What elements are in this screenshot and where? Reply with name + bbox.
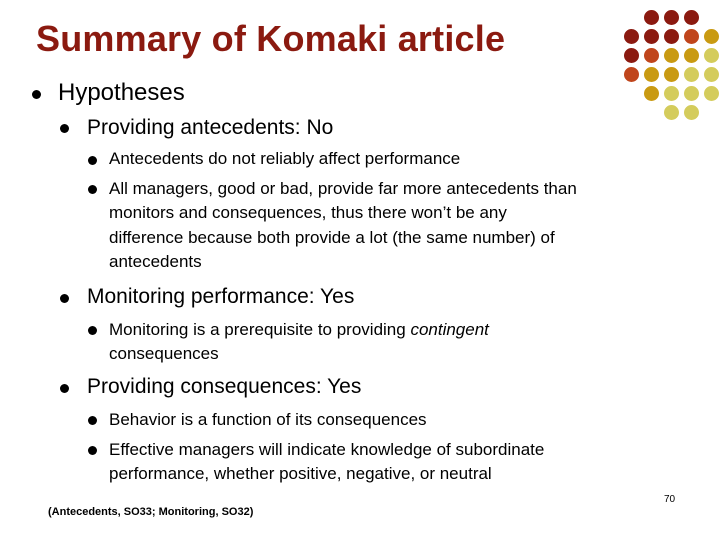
decor-dot <box>664 67 679 82</box>
emphasis-text: contingent <box>410 320 489 339</box>
decor-dot <box>664 29 679 44</box>
bullet-icon <box>88 446 97 455</box>
decor-dot <box>684 48 699 63</box>
bullet-icon <box>88 416 97 425</box>
section-heading-monitoring: Monitoring performance: Yes <box>87 285 355 308</box>
bullet-icon <box>88 185 97 194</box>
list-item: Behavior is a function of its consequences <box>109 410 427 429</box>
decor-dot <box>624 48 639 63</box>
list-item-continuation: antecedents <box>109 252 202 271</box>
bullet-icon <box>88 326 97 335</box>
bullet-icon <box>60 294 69 303</box>
bullet-icon <box>60 384 69 393</box>
decor-dot <box>664 86 679 101</box>
list-item-continuation: difference because both provide a lot (the same number) of <box>109 228 555 247</box>
bullet-icon <box>32 90 41 99</box>
list-item-continuation: performance, whether positive, negative, or neutral <box>109 464 492 483</box>
decor-dot <box>664 105 679 120</box>
section-heading-antecedents: Providing antecedents: No <box>87 116 334 139</box>
decor-dot <box>644 10 659 25</box>
decor-dot <box>704 86 719 101</box>
decor-dot <box>684 10 699 25</box>
list-item: Effective managers will indicate knowledge of subordinate <box>109 440 545 459</box>
decor-dot <box>624 29 639 44</box>
page-number: 70 <box>664 494 676 505</box>
list-item-continuation: monitors and consequences, thus there won’t be any <box>109 203 507 222</box>
hypotheses-heading: Hypotheses <box>58 79 185 106</box>
decor-dot <box>664 10 679 25</box>
decor-dot <box>664 48 679 63</box>
decor-dot <box>684 86 699 101</box>
decor-dot <box>704 29 719 44</box>
footnote: (Antecedents, SO33; Monitoring, SO32) <box>48 506 254 518</box>
bullet-icon <box>88 156 97 165</box>
list-item-text: Monitoring is a prerequisite to providing <box>109 320 411 339</box>
decor-dot <box>624 67 639 82</box>
decor-dot <box>644 29 659 44</box>
list-item <box>109 318 489 343</box>
decor-dot <box>704 67 719 82</box>
decor-dot <box>684 67 699 82</box>
list-item: Antecedents do not reliably affect performance <box>109 149 461 168</box>
decor-dot <box>644 67 659 82</box>
decor-dot <box>704 48 719 63</box>
list-item: All managers, good or bad, provide far more antecedents than <box>109 179 577 198</box>
decor-dot <box>684 105 699 120</box>
bullet-icon <box>60 124 69 133</box>
slide-title: Summary of Komaki article <box>36 18 506 59</box>
section-heading-consequences: Providing consequences: Yes <box>87 375 362 398</box>
decorative-dot-grid <box>588 10 720 120</box>
decor-dot <box>684 29 699 44</box>
decor-dot <box>644 86 659 101</box>
list-item-continuation: consequences <box>109 344 219 363</box>
decor-dot <box>644 48 659 63</box>
